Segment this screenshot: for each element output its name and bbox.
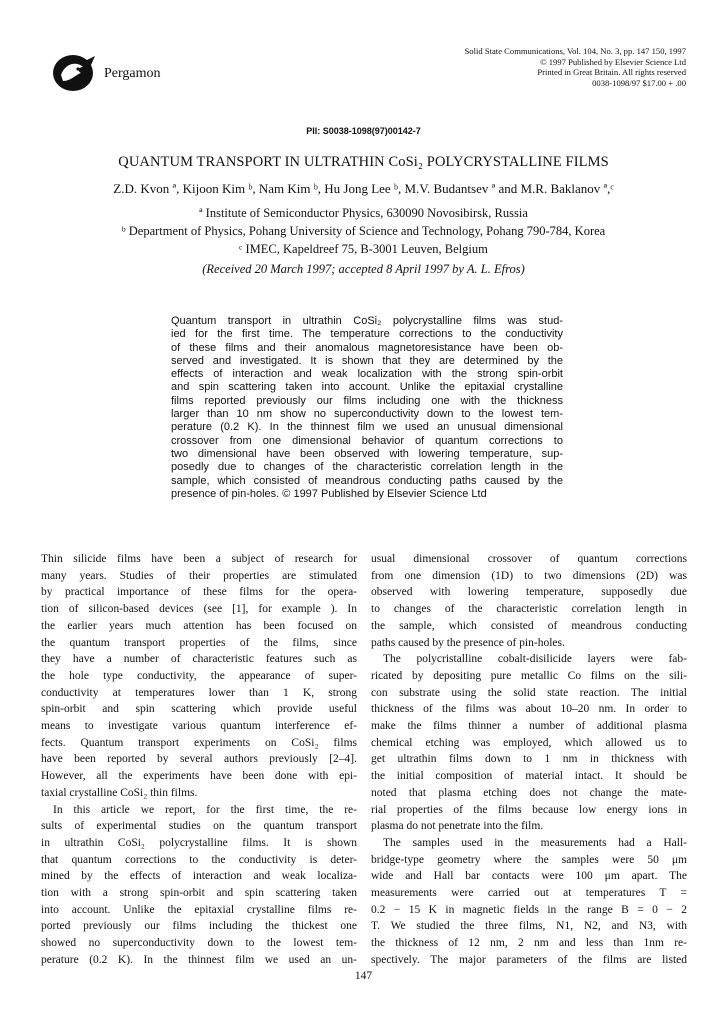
abstract-line: films reported previously our films including one with the thickness: [171, 394, 563, 407]
body-line: perature (0.2 K). In the thinnest film we used an un-: [41, 953, 357, 966]
body-line: noted that plasma etching does not change the mate-: [371, 786, 687, 799]
body-line: the quantum transport properties of the films, since: [41, 636, 357, 649]
body-line: sults of experimental studies on the quantum transport: [41, 820, 357, 833]
abstract-line: and spin scattering taken into account. Unlike the epitaxial crystalline: [171, 381, 563, 394]
body-line: the sample, which consisted of meandrous conducting: [371, 619, 687, 632]
body-line: they have a number of characteristic features such as: [41, 653, 357, 666]
abstract-line: perature (0.2 K). In the thinnest film we used an unusual dimensional: [171, 421, 563, 434]
body-line: spectively. The major parameters of the films are listed: [371, 953, 687, 966]
affiliation: ᶜ IMEC, Kapeldreef 75, B-3001 Leuven, Belgium: [239, 242, 488, 256]
body-line: conductivity at temperatures lower than 1 K, strong: [41, 686, 357, 699]
pergamon-logo-icon: [51, 53, 99, 93]
body-line: have been reported by several authors previously [2–4].: [41, 753, 357, 766]
body-line: Thin silicide films have been a subject of research for: [41, 553, 357, 565]
author-list: Z.D. Kvon ª, Kijoon Kim ᵇ, Nam Kim ᵇ, Hu Jong Lee ᵇ, M.V. Budantsev ª and M.R. Baklanov ª,ᶜ: [113, 181, 614, 196]
abstract-line: Quantum transport in ultrathin CoSi₂ polycrystalline films was stud-: [171, 315, 563, 327]
body-line: bridge-type geometry where the samples were 50 μm: [371, 853, 687, 866]
affiliation: ᵇ Department of Physics, Pohang University of Science and Technology, Pohang 790-784, Korea: [121, 224, 606, 238]
page-number: 147: [354, 970, 373, 982]
pii-identifier: PII: S0038-1098(97)00142-7: [306, 126, 421, 136]
journal-line: 0038-1098/97 $17.00 + .00: [592, 77, 686, 88]
body-line: spin-orbit and spin scattering which provide useful: [41, 703, 357, 716]
body-line: means to investigate various quantum interference ef-: [41, 720, 357, 733]
body-line: make the films thinner a number of additional plasma: [371, 720, 687, 733]
body-line: fects. Quantum transport experiments on CoSi₂ films: [41, 736, 357, 749]
journal-line: © 1997 Published by Elsevier Science Ltd: [540, 56, 686, 67]
body-line: the thickness of 12 nm, 2 nm and less than 1nm re-: [371, 937, 687, 950]
abstract-line: effects of interaction and weak localization with the strong spin-orbit: [171, 368, 563, 381]
body-line: the initial composition of material intact. It should be: [371, 770, 687, 783]
body-line: to changes of the characteristic correlation length in: [371, 603, 687, 616]
journal-citation: [366, 46, 686, 88]
body-line: many years. Studies of their properties are stimulated: [41, 569, 357, 582]
abstract: [171, 315, 563, 501]
received-date: (Received 20 March 1997; accepted 8 April 1997 by A. L. Efros): [202, 262, 525, 276]
body-line: the earlier years much attention has been focused on: [41, 619, 357, 632]
article-title: QUANTUM TRANSPORT IN ULTRATHIN CoSi₂ POLYCRYSTALLINE FILMS: [118, 154, 609, 170]
body-line: tion with a strong spin-orbit and spin scattering taken: [41, 887, 357, 900]
body-line: mined by the effects of interaction and weak localiza-: [41, 870, 357, 883]
body-line: observed with lowering temperature, supposedly due: [371, 586, 687, 599]
abstract-line: served and investigated. It is shown that they are determined by the: [171, 354, 563, 367]
abstract-line: sample, which consisted of meandrous conducting paths caused by the: [171, 474, 563, 487]
affiliation: ª Institute of Semiconductor Physics, 630090 Novosibirsk, Russia: [199, 206, 528, 220]
journal-line: Solid State Communications, Vol. 104, No. 3, pp. 147 150, 1997: [464, 46, 686, 56]
body-line: In this article we report, for the first time, the re-: [53, 803, 357, 816]
abstract-line: crossover from one dimensional behavior of quantum corrections to: [171, 434, 563, 447]
body-line: measurements were carried out at temperatures T =: [371, 887, 687, 900]
body-line: wide and Hall bar contacts were 100 μm apart. The: [371, 870, 687, 883]
abstract-line: of these films and their anomalous magnetoresistance have been ob-: [171, 341, 563, 354]
abstract-line: two dimensional have been observed with lowering temperature, sup-: [171, 447, 563, 460]
body-line: T. We studied the three films, N1, N2, and N3, with: [371, 920, 687, 933]
body-line: ported previously our films including the thickest one: [41, 920, 357, 933]
abstract-line: posedly due to changes of the characteristic correlation length in the: [171, 461, 563, 474]
body-right-column: [371, 551, 687, 969]
body-line: 0.2 − 15 K in magnetic fields in the range B = 0 − 2: [371, 903, 687, 916]
body-line: ricated by depositing pure metallic Co films on the sili-: [371, 669, 687, 682]
journal-line: Printed in Great Britain. All rights reserved: [537, 67, 686, 78]
body-line: the hole type conductivity, the appearance of super-: [41, 669, 357, 682]
body-line: chemical etching was employed, which allowed us to: [371, 736, 687, 749]
body-line: paths caused by the presence of pin-holes.: [371, 636, 565, 649]
body-line: con substrate using the solid state reaction. The initial: [371, 686, 687, 699]
publisher-name: Pergamon: [104, 66, 161, 81]
body-line: thickness of the films was about 10–20 nm. In order to: [371, 703, 687, 716]
body-left-column: [41, 551, 357, 969]
body-line: The polycristalline cobalt-disilicide layers were fab-: [383, 653, 687, 666]
body-line: into account. Unlike the epitaxial crystalline films re-: [41, 903, 357, 916]
body-line: showed no superconductivity down to the lowest tem-: [41, 937, 357, 950]
body-line: plasma do not penetrate into the film.: [371, 820, 544, 833]
body-line: that quantum corrections to the conductivity is deter-: [41, 853, 357, 866]
body-line: However, all the experiments have been done with epi-: [41, 770, 357, 783]
body-line: from one dimension (1D) to two dimensions (2D) was: [371, 569, 687, 582]
abstract-line: ied for the first time. The temperature corrections to the conductivity: [171, 328, 563, 341]
body-line: by practical importance of these films for the opera-: [41, 586, 357, 599]
abstract-line: larger than 10 nm show no superconductivity down to the lowest tem-: [171, 408, 563, 421]
body-line: tion of silicon-based devices (see [1], for example ). In: [41, 603, 357, 616]
body-line: usual dimensional crossover of quantum corrections: [371, 553, 687, 565]
body-line: rial properties of the films because low energy ions in: [371, 803, 687, 816]
body-line: The samples used in the measurements had a Hall-: [383, 836, 687, 849]
body-line: get ultrathin films down to 1 nm in thickness with: [371, 753, 687, 766]
body-line: in ultrathin CoSi₂ polycrystalline films. It is shown: [41, 836, 357, 849]
body-line: taxial crystalline CoSi₂ thin films.: [41, 786, 198, 799]
abstract-line: presence of pin-holes. © 1997 Published by Elsevier Science Ltd: [171, 487, 487, 500]
